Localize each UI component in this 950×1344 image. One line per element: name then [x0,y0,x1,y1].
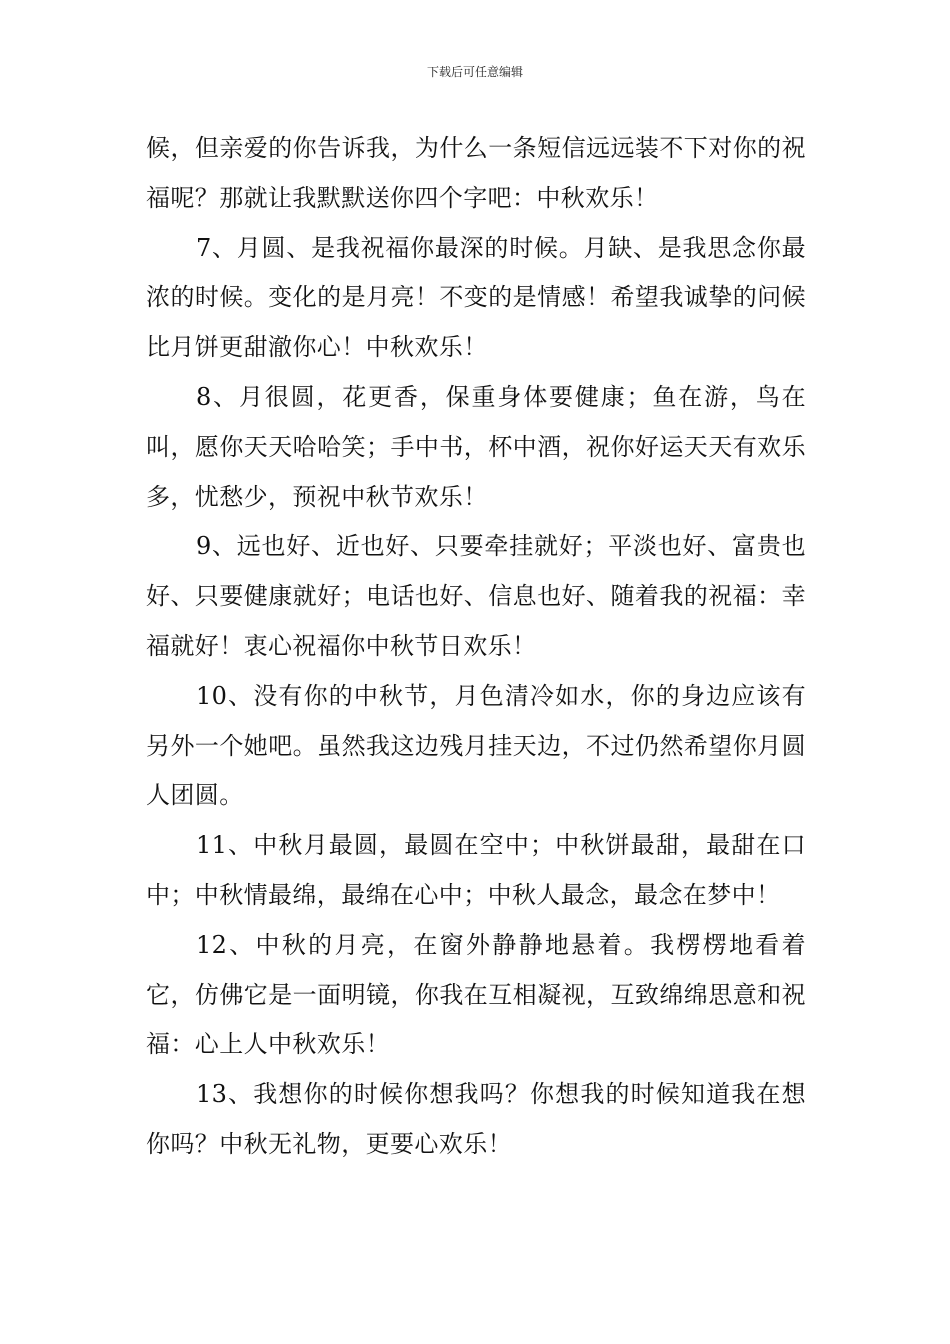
paragraph-9: 9、远也好、近也好、只要牵挂就好；平淡也好、富贵也好、只要健康就好；电话也好、信息也好、随着我的祝福：幸福就好！衷心祝福你中秋节日欢乐！ [146,532,806,660]
page-header: 下载后可任意编辑 [426,65,523,79]
paragraph-10: 10、没有你的中秋节，月色清冷如水，你的身边应该有另外一个她吧。虽然我这边残月挂天边，不过仍然希望你月圆人团圆。 [146,681,806,810]
paragraph-12: 12、中秋的月亮，在窗外静静地悬着。我楞楞地看着它，仿佛它是一面明镜，你我在互相凝视，互致绵绵思意和祝福：心上人中秋欢乐！ [146,930,806,1059]
paragraph-8: 8、月很圆，花更香，保重身体要健康；鱼在游，鸟在叫，愿你天天哈哈笑；手中书，杯中酒，祝你好运天天有欢乐多，忧愁少，预祝中秋节欢乐！ [146,382,806,511]
document-body [146,124,806,1170]
paragraph-7: 7、月圆、是我祝福你最深的时候。月缺、是我思念你最浓的时候。变化的是月亮！不变的是情感！希望我诚挚的问候比月饼更甜澈你心！中秋欢乐！ [146,233,806,362]
paragraph-continuation: 候，但亲爱的你告诉我，为什么一条短信远远装不下对你的祝福呢？那就让我默默送你四个字吧：中秋欢乐！ [146,134,806,212]
paragraph-13: 13、我想你的时候你想我吗？你想我的时候知道我在想你吗？中秋无礼物，更要心欢乐！ [146,1080,806,1158]
paragraph-11: 11、中秋月最圆，最圆在空中；中秋饼最甜，最甜在口中；中秋情最绵，最绵在心中；中秋人最念，最念在梦中！ [146,831,806,909]
